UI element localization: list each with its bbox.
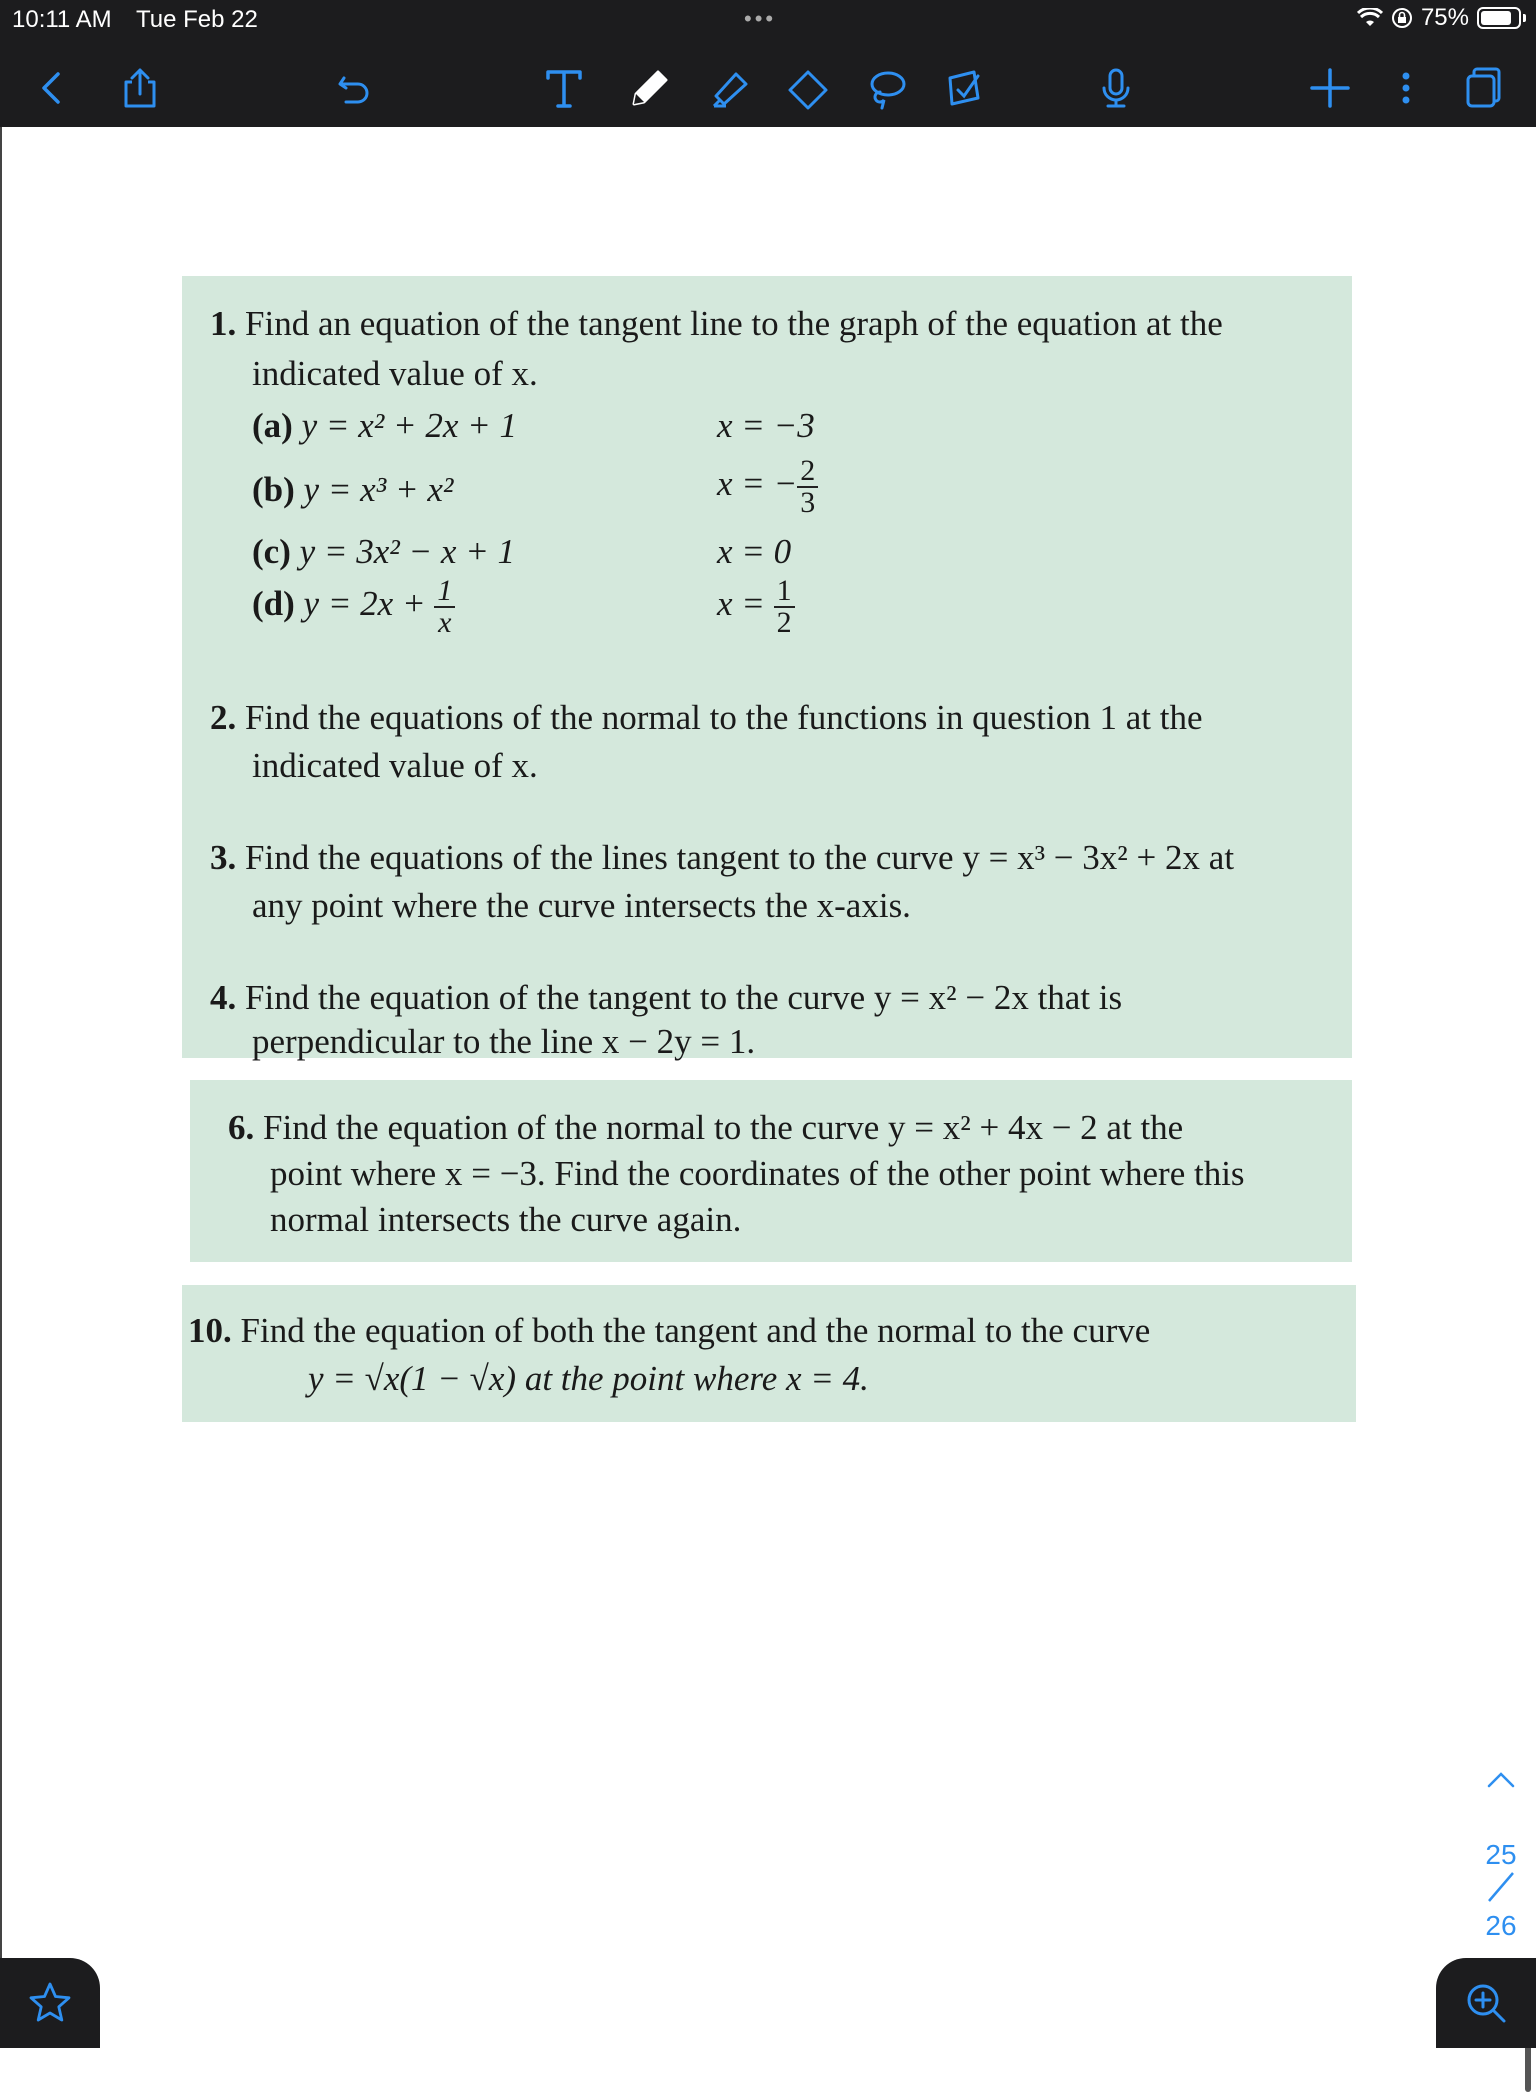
multitasking-dots-icon[interactable]: ••• [744, 6, 777, 31]
pages-icon[interactable] [1452, 60, 1508, 116]
back-chevron-icon[interactable] [24, 60, 80, 116]
q3-text-2: any point where the curve intersects the x-axis. [252, 886, 911, 925]
eraser-icon[interactable] [780, 60, 836, 116]
exercise-box-1 [182, 276, 1352, 1061]
wifi-icon [1357, 8, 1383, 28]
highlighter-icon[interactable] [702, 60, 758, 116]
more-icon[interactable] [1378, 60, 1434, 116]
q1-text-1: Find an equation of the tangent line to the graph of the equation at the [245, 304, 1223, 343]
status-bar [0, 0, 1536, 40]
q3-line1: 3. Find the equations of the lines tangent to the curve y = x³ − 3x² + 2x at [210, 838, 1235, 877]
q1-text-2: indicated value of x. [252, 354, 538, 393]
q2-line1: 2. Find the equations of the normal to the functions in question 1 at the [210, 698, 1203, 737]
current-page-number: 25 [1485, 1839, 1517, 1870]
q6-text-3: normal intersects the curve again. [270, 1200, 742, 1239]
q10-line1: 10. Find the equation of both the tangent and the normal to the curve [188, 1311, 1151, 1350]
q1-line1 [210, 306, 1223, 341]
q2-text-2: indicated value of x. [252, 746, 538, 785]
q1c-xvalue: x = 0 [717, 532, 792, 571]
q1c-equation: (c) y = 3x² − x + 1 [252, 532, 516, 571]
zoom-button[interactable] [1436, 1958, 1536, 2048]
page-separator-icon [1466, 1871, 1536, 1910]
undo-icon[interactable] [326, 60, 382, 116]
q1a-equation: (a) y = x² + 2x + 1 [252, 406, 518, 445]
q1d-xvalue: x = $\frac{1}{2}$ [717, 576, 795, 638]
orientation-lock-icon [1391, 7, 1413, 29]
q1a-xvalue: x = −3 [717, 406, 815, 445]
add-icon[interactable] [1302, 60, 1358, 116]
share-icon[interactable] [112, 60, 168, 116]
shapes-icon[interactable] [934, 60, 990, 116]
microphone-icon[interactable] [1088, 60, 1144, 116]
exercise-box-2 [190, 1080, 1352, 1262]
star-icon [27, 1980, 73, 2026]
lasso-icon[interactable] [858, 60, 914, 116]
q4-text-2: perpendicular to the line x − 2y = 1. [252, 1022, 756, 1061]
favorite-button[interactable] [0, 1958, 100, 2048]
q6-line1: 6. Find the equation of the normal to the curve y = x² + 4x − 2 at the [228, 1108, 1184, 1147]
page-up-chevron-icon[interactable] [1466, 1767, 1536, 1799]
status-right [1357, 4, 1526, 32]
q4-line1: 4. Find the equation of the tangent to the curve y = x² − 2x that is [210, 978, 1123, 1017]
document-page[interactable] [0, 127, 1536, 2048]
text-tool-icon[interactable] [536, 60, 592, 116]
q6-text-2: point where x = −3. Find the coordinates of the other point where this [270, 1154, 1245, 1193]
status-time: 10:11 AM [12, 6, 112, 33]
q1b-equation: (b) y = x³ + x² [252, 470, 454, 509]
q10-text-2: y = √x(1 − √x) at the point where x = 4. [308, 1359, 869, 1398]
top-toolbar [0, 0, 1536, 127]
q1b-xvalue: x = − $\frac{2}{3}$ [717, 456, 818, 518]
q1-number: 1. [210, 304, 237, 343]
exercise-box-3 [182, 1285, 1356, 1422]
status-date: Tue Feb 22 [136, 6, 258, 33]
battery-icon [1477, 7, 1521, 29]
pen-icon[interactable] [620, 60, 676, 116]
battery-percent: 75% [1420, 4, 1469, 31]
q1d-equation: (d) y = 2x + $\frac{1}{x}$ [252, 576, 455, 638]
zoom-in-icon [1463, 1980, 1509, 2026]
total-page-number: 26 [1485, 1910, 1517, 1941]
